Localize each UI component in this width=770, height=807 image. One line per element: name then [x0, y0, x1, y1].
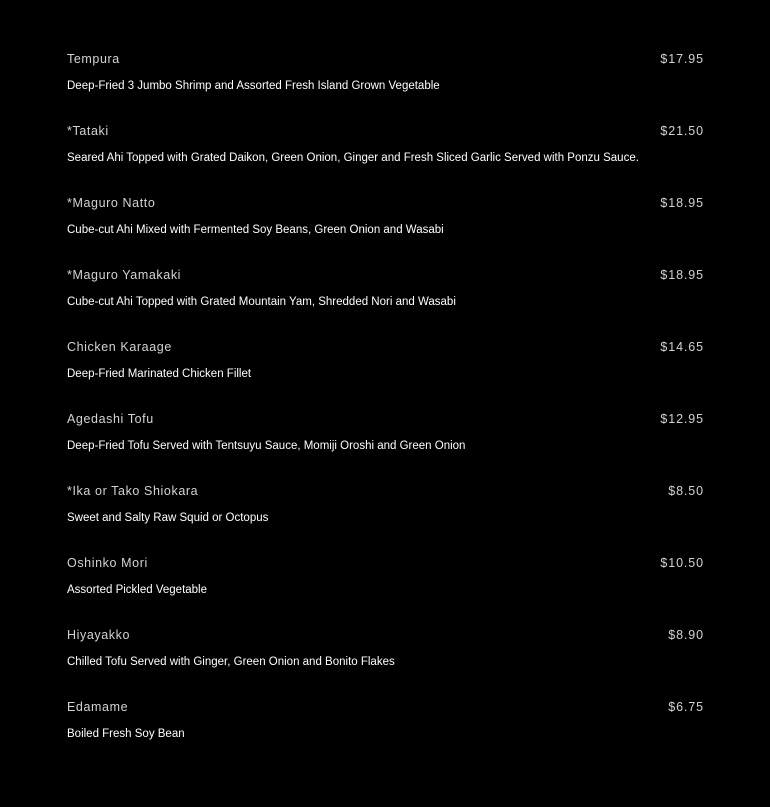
menu-item-description: Assorted Pickled Vegetable: [67, 584, 208, 596]
menu-item-oshinko-mori: [67, 549, 704, 621]
menu-item-header: [67, 549, 704, 577]
menu-item-price: $14.65: [660, 340, 704, 354]
menu-item-description: Deep-Fried Tofu Served with Tentsuyu Sauce, Momiji Oroshi and Green Onion: [67, 440, 466, 452]
menu-item-description: Deep-Fried Marinated Chicken Fillet: [67, 368, 252, 380]
menu-item-tempura: [67, 45, 704, 117]
menu-item-price: $17.95: [660, 52, 704, 66]
menu-item-description: Seared Ahi Topped with Grated Daikon, Green Onion, Ginger and Fresh Sliced Garlic Served with Ponzu Sauce.: [67, 152, 639, 164]
menu-item-name: Hiyayakko: [67, 628, 131, 642]
menu-item-name: Tempura: [67, 52, 120, 66]
menu-item-description: Boiled Fresh Soy Bean: [67, 728, 185, 740]
menu-item-hiyayakko: [67, 621, 704, 693]
menu-item-partial: [67, 0, 704, 45]
menu-item-tataki: [67, 117, 704, 189]
menu-item-price: $6.75: [668, 700, 704, 714]
menu-item-header: [67, 621, 704, 649]
menu-item-maguro-yamakaki: [67, 261, 704, 333]
menu-item-shiokara: [67, 477, 704, 549]
menu-item-maguro-natto: [67, 189, 704, 261]
menu-item-agedashi-tofu: [67, 405, 704, 477]
menu-item-chicken-karaage: [67, 333, 704, 405]
menu-item-header: [67, 189, 704, 217]
menu-item-price: $8.50: [668, 484, 704, 498]
menu-item-header: [67, 45, 704, 73]
menu-item-name: *Ika or Tako Shiokara: [67, 484, 199, 498]
menu-item-description: Sweet and Salty Raw Squid or Octopus: [67, 512, 269, 524]
menu-item-edamame: [67, 693, 704, 765]
menu-item-price: $18.95: [660, 268, 704, 282]
menu-item-price: $8.90: [668, 628, 704, 642]
menu-item-name: Edamame: [67, 700, 129, 714]
menu-item-header: [67, 693, 704, 721]
menu-item-header: [67, 405, 704, 433]
menu-item-description: Deep-Fried 3 Jumbo Shrimp and Assorted Fresh Island Grown Vegetable: [67, 80, 440, 92]
menu-item-header: [67, 117, 704, 145]
menu-item-description: Cube-cut Ahi Mixed with Fermented Soy Beans, Green Onion and Wasabi: [67, 224, 444, 236]
menu-item-name: Agedashi Tofu: [67, 412, 154, 426]
menu-item-price: $12.95: [660, 412, 704, 426]
menu-item-header: [67, 333, 704, 361]
menu-item-description: Chilled Tofu Served with Ginger, Green Onion and Bonito Flakes: [67, 656, 395, 668]
menu-item-name: *Tataki: [67, 124, 109, 138]
menu-item-name: *Maguro Yamakaki: [67, 268, 182, 282]
menu-item-name: Oshinko Mori: [67, 556, 148, 570]
menu-item-name: Chicken Karaage: [67, 340, 172, 354]
menu-list: [67, 0, 704, 765]
menu-item-header: [67, 261, 704, 289]
menu-item-header: [67, 477, 704, 505]
menu-item-price: $18.95: [660, 196, 704, 210]
menu-item-price: $21.50: [660, 124, 704, 138]
menu-item-description: Cube-cut Ahi Topped with Grated Mountain Yam, Shredded Nori and Wasabi: [67, 296, 456, 308]
menu-item-name: *Maguro Natto: [67, 196, 156, 210]
menu-item-price: $10.50: [660, 556, 704, 570]
